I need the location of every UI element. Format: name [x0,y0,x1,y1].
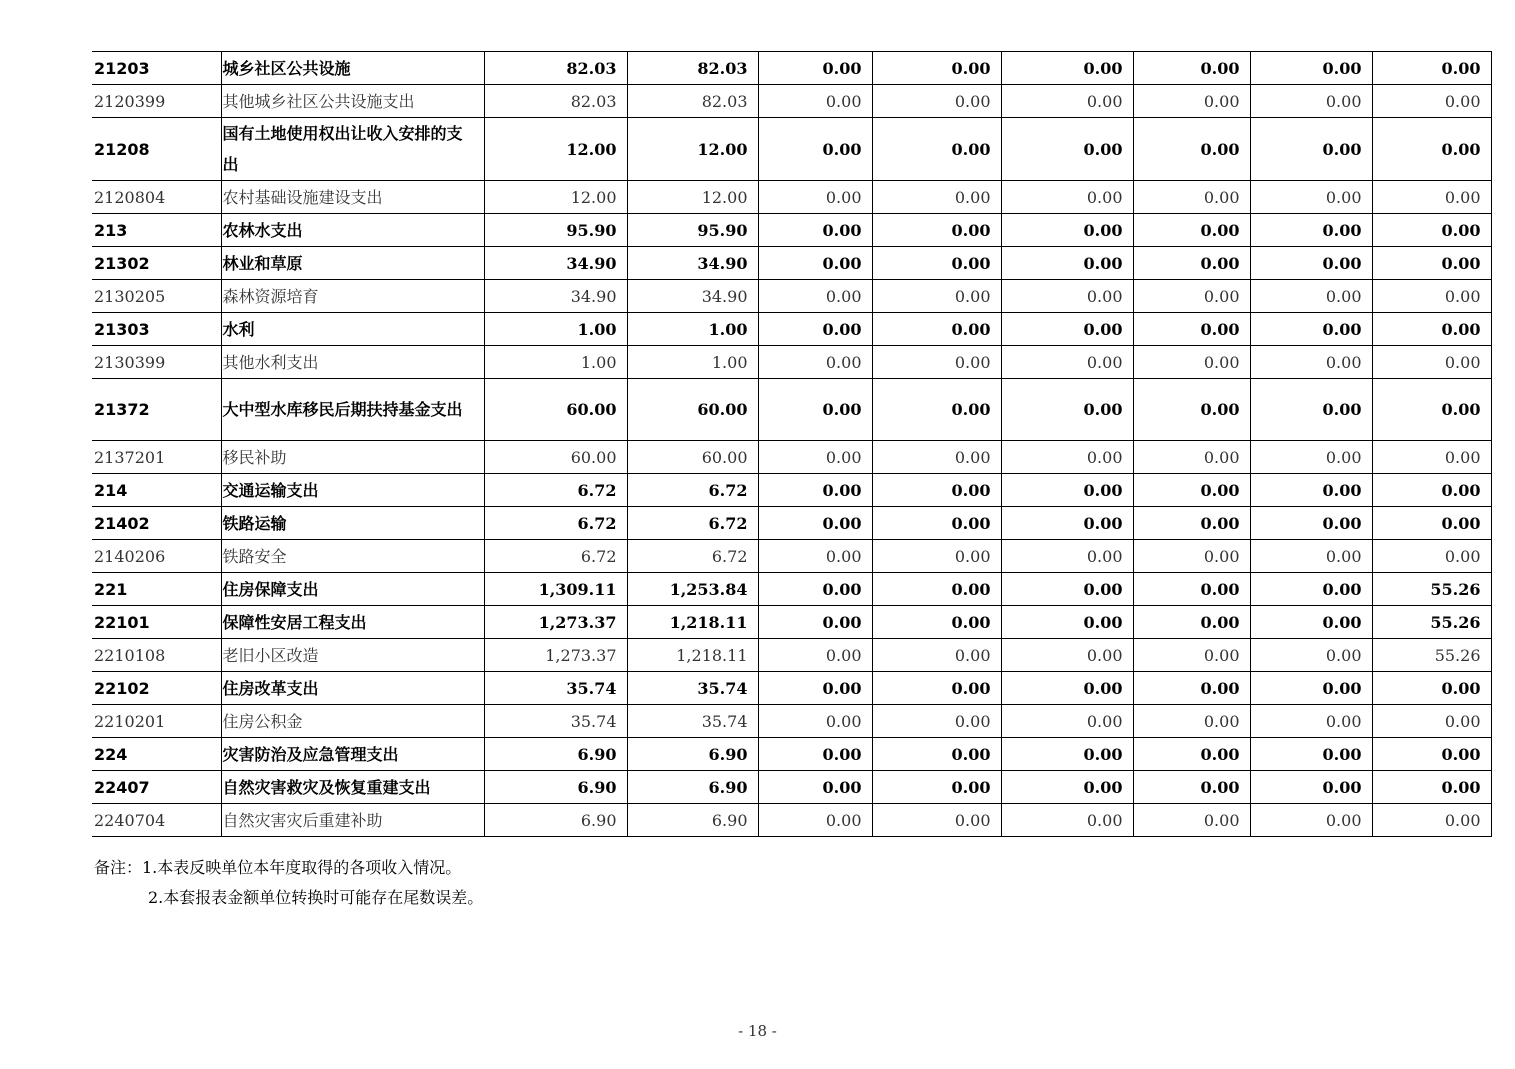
amount-cell: 60.00 [484,379,627,441]
table-row [92,540,1491,573]
amount-cell: 0.00 [1372,52,1491,85]
subject-code-cell: 21302 [92,247,221,280]
amount-cell: 0.00 [872,738,1001,771]
amount-cell: 0.00 [758,346,872,379]
amount-cell: 0.00 [1133,441,1250,474]
amount-cell: 0.00 [1250,280,1372,313]
amount-cell: 34.90 [484,247,627,280]
subject-code-cell: 21303 [92,313,221,346]
amount-cell: 60.00 [627,441,758,474]
amount-cell: 34.90 [484,280,627,313]
amount-cell: 0.00 [758,313,872,346]
subject-name-cell: 国有土地使用权出让收入安排的支出 [221,118,484,181]
amount-cell: 0.00 [758,474,872,507]
note-line-2: 2.本套报表金额单位转换时可能存在尾数误差。 [148,888,484,907]
amount-cell: 0.00 [1001,85,1133,118]
subject-name-cell: 水利 [221,313,484,346]
amount-cell: 0.00 [1250,247,1372,280]
table-row [92,771,1491,804]
subject-name-cell: 自然灾害灾后重建补助 [221,804,484,837]
amount-cell: 0.00 [1133,118,1250,181]
subject-code-cell: 21402 [92,507,221,540]
note-line-1: 备注：1.本表反映单位本年度取得的各项收入情况。 [94,858,462,877]
amount-cell: 0.00 [758,247,872,280]
amount-cell: 12.00 [484,181,627,214]
subject-code-cell: 2210108 [92,639,221,672]
amount-cell: 1,218.11 [627,606,758,639]
subject-name-cell: 住房公积金 [221,705,484,738]
subject-name-cell: 城乡社区公共设施 [221,52,484,85]
table-row [92,346,1491,379]
amount-cell: 0.00 [1250,474,1372,507]
amount-cell: 0.00 [1372,214,1491,247]
amount-cell: 1.00 [484,313,627,346]
amount-cell: 0.00 [872,573,1001,606]
amount-cell: 0.00 [1001,474,1133,507]
amount-cell: 0.00 [1133,85,1250,118]
amount-cell: 0.00 [1133,738,1250,771]
amount-cell: 6.90 [627,738,758,771]
amount-cell: 35.74 [484,705,627,738]
amount-cell: 0.00 [1001,606,1133,639]
table-row [92,639,1491,672]
amount-cell: 35.74 [484,672,627,705]
amount-cell: 6.72 [627,474,758,507]
subject-code-cell: 22407 [92,771,221,804]
amount-cell: 0.00 [1250,441,1372,474]
amount-cell: 0.00 [1133,573,1250,606]
amount-cell: 0.00 [758,118,872,181]
amount-cell: 1,273.37 [484,639,627,672]
table-row [92,507,1491,540]
amount-cell: 0.00 [872,507,1001,540]
amount-cell: 0.00 [1001,639,1133,672]
amount-cell: 6.72 [627,507,758,540]
notes [94,853,483,913]
amount-cell: 0.00 [1133,280,1250,313]
amount-cell: 12.00 [627,118,758,181]
subject-code-cell: 21208 [92,118,221,181]
amount-cell: 0.00 [1372,738,1491,771]
amount-cell: 0.00 [1133,52,1250,85]
subject-code-cell: 224 [92,738,221,771]
amount-cell: 0.00 [758,441,872,474]
amount-cell: 0.00 [758,672,872,705]
amount-cell: 0.00 [1372,181,1491,214]
amount-cell: 0.00 [1133,313,1250,346]
amount-cell: 60.00 [627,379,758,441]
amount-cell: 0.00 [1001,52,1133,85]
table-row [92,313,1491,346]
amount-cell: 0.00 [758,181,872,214]
amount-cell: 1,309.11 [484,573,627,606]
amount-cell: 0.00 [872,639,1001,672]
amount-cell: 6.72 [484,540,627,573]
subject-name-cell: 自然灾害救灾及恢复重建支出 [221,771,484,804]
amount-cell: 0.00 [1001,705,1133,738]
amount-cell: 0.00 [1250,672,1372,705]
subject-code-cell: 21203 [92,52,221,85]
amount-cell: 35.74 [627,672,758,705]
amount-cell: 0.00 [1133,247,1250,280]
subject-name-cell: 铁路安全 [221,540,484,573]
amount-cell: 0.00 [758,540,872,573]
table-row [92,573,1491,606]
amount-cell: 0.00 [758,771,872,804]
amount-cell: 0.00 [1133,705,1250,738]
amount-cell: 0.00 [1001,804,1133,837]
amount-cell: 6.90 [484,804,627,837]
subject-code-cell: 221 [92,573,221,606]
subject-name-cell: 其他城乡社区公共设施支出 [221,85,484,118]
amount-cell: 0.00 [1250,639,1372,672]
amount-cell: 60.00 [484,441,627,474]
amount-cell: 35.74 [627,705,758,738]
amount-cell: 0.00 [1133,672,1250,705]
table-row [92,280,1491,313]
amount-cell: 0.00 [1372,540,1491,573]
amount-cell: 1,218.11 [627,639,758,672]
amount-cell: 0.00 [1372,804,1491,837]
subject-name-cell: 灾害防治及应急管理支出 [221,738,484,771]
amount-cell: 0.00 [872,804,1001,837]
table-row [92,474,1491,507]
subject-name-cell: 移民补助 [221,441,484,474]
amount-cell: 0.00 [1372,280,1491,313]
amount-cell: 0.00 [1133,181,1250,214]
amount-cell: 55.26 [1372,606,1491,639]
amount-cell: 12.00 [627,181,758,214]
subject-name-cell: 其他水利支出 [221,346,484,379]
income-table [92,51,1492,837]
subject-code-cell: 2120399 [92,85,221,118]
table-row [92,672,1491,705]
table-body [92,52,1491,837]
amount-cell: 0.00 [1001,118,1133,181]
amount-cell: 0.00 [758,214,872,247]
amount-cell: 0.00 [758,52,872,85]
amount-cell: 0.00 [1250,118,1372,181]
amount-cell: 0.00 [1133,540,1250,573]
table-row [92,52,1491,85]
amount-cell: 0.00 [1372,247,1491,280]
amount-cell: 0.00 [1372,771,1491,804]
amount-cell: 0.00 [872,313,1001,346]
amount-cell: 1.00 [627,346,758,379]
amount-cell: 95.90 [484,214,627,247]
amount-cell: 0.00 [1133,639,1250,672]
amount-cell: 0.00 [1250,738,1372,771]
table-row [92,606,1491,639]
amount-cell: 0.00 [872,441,1001,474]
amount-cell: 0.00 [1133,771,1250,804]
subject-name-cell: 交通运输支出 [221,474,484,507]
amount-cell: 6.72 [484,474,627,507]
amount-cell: 0.00 [1250,379,1372,441]
amount-cell: 0.00 [1001,540,1133,573]
amount-cell: 12.00 [484,118,627,181]
amount-cell: 0.00 [872,181,1001,214]
amount-cell: 0.00 [1250,313,1372,346]
amount-cell: 0.00 [1001,214,1133,247]
amount-cell: 0.00 [872,672,1001,705]
amount-cell: 6.90 [484,738,627,771]
amount-cell: 0.00 [758,379,872,441]
amount-cell: 82.03 [484,52,627,85]
amount-cell: 0.00 [1001,738,1133,771]
amount-cell: 95.90 [627,214,758,247]
amount-cell: 0.00 [1133,507,1250,540]
amount-cell: 0.00 [1250,573,1372,606]
amount-cell: 0.00 [1001,313,1133,346]
amount-cell: 0.00 [1250,85,1372,118]
amount-cell: 0.00 [1001,771,1133,804]
subject-name-cell: 林业和草原 [221,247,484,280]
amount-cell: 0.00 [1133,346,1250,379]
amount-cell: 34.90 [627,247,758,280]
table-row [92,247,1491,280]
amount-cell: 0.00 [1372,346,1491,379]
amount-cell: 0.00 [1133,474,1250,507]
subject-name-cell: 住房改革支出 [221,672,484,705]
subject-code-cell: 2130399 [92,346,221,379]
subject-name-cell: 住房保障支出 [221,573,484,606]
amount-cell: 0.00 [1001,181,1133,214]
amount-cell: 0.00 [1133,606,1250,639]
amount-cell: 1,253.84 [627,573,758,606]
amount-cell: 0.00 [872,85,1001,118]
amount-cell: 0.00 [758,280,872,313]
amount-cell: 0.00 [872,280,1001,313]
subject-name-cell: 农林水支出 [221,214,484,247]
amount-cell: 0.00 [1001,346,1133,379]
subject-code-cell: 2210201 [92,705,221,738]
amount-cell: 55.26 [1372,639,1491,672]
amount-cell: 0.00 [1133,379,1250,441]
subject-code-cell: 2140206 [92,540,221,573]
amount-cell: 0.00 [1372,118,1491,181]
amount-cell: 0.00 [1001,280,1133,313]
amount-cell: 0.00 [758,705,872,738]
amount-cell: 0.00 [872,606,1001,639]
subject-code-cell: 2240704 [92,804,221,837]
amount-cell: 0.00 [1250,606,1372,639]
amount-cell: 6.90 [484,771,627,804]
amount-cell: 0.00 [1250,540,1372,573]
page-number: - 18 - [738,1022,777,1040]
amount-cell: 0.00 [872,346,1001,379]
amount-cell: 0.00 [758,573,872,606]
amount-cell: 0.00 [872,247,1001,280]
amount-cell: 0.00 [1372,85,1491,118]
subject-name-cell: 大中型水库移民后期扶持基金支出 [221,379,484,441]
amount-cell: 0.00 [1250,705,1372,738]
subject-code-cell: 214 [92,474,221,507]
amount-cell: 0.00 [872,705,1001,738]
subject-code-cell: 2120804 [92,181,221,214]
amount-cell: 1.00 [484,346,627,379]
amount-cell: 34.90 [627,280,758,313]
amount-cell: 0.00 [1001,441,1133,474]
amount-cell: 0.00 [872,52,1001,85]
amount-cell: 0.00 [1250,507,1372,540]
amount-cell: 0.00 [1372,313,1491,346]
subject-name-cell: 铁路运输 [221,507,484,540]
subject-name-cell: 农村基础设施建设支出 [221,181,484,214]
table-row [92,181,1491,214]
amount-cell: 0.00 [872,771,1001,804]
subject-name-cell: 森林资源培育 [221,280,484,313]
amount-cell: 0.00 [1133,214,1250,247]
subject-name-cell: 保障性安居工程支出 [221,606,484,639]
subject-code-cell: 22101 [92,606,221,639]
table-row [92,738,1491,771]
subject-name-cell: 老旧小区改造 [221,639,484,672]
subject-code-cell: 213 [92,214,221,247]
amount-cell: 0.00 [872,118,1001,181]
amount-cell: 0.00 [1250,771,1372,804]
amount-cell: 0.00 [1250,52,1372,85]
amount-cell: 6.90 [627,804,758,837]
amount-cell: 6.72 [484,507,627,540]
amount-cell: 0.00 [758,507,872,540]
amount-cell: 0.00 [872,379,1001,441]
table-row [92,85,1491,118]
subject-code-cell: 22102 [92,672,221,705]
amount-cell: 82.03 [484,85,627,118]
amount-cell: 0.00 [872,474,1001,507]
amount-cell: 0.00 [758,738,872,771]
amount-cell: 0.00 [1372,705,1491,738]
amount-cell: 0.00 [1001,507,1133,540]
amount-cell: 0.00 [758,804,872,837]
amount-cell: 0.00 [872,540,1001,573]
amount-cell: 0.00 [1372,507,1491,540]
amount-cell: 0.00 [1001,573,1133,606]
amount-cell: 0.00 [1133,804,1250,837]
amount-cell: 0.00 [758,606,872,639]
amount-cell: 82.03 [627,52,758,85]
amount-cell: 0.00 [1250,804,1372,837]
amount-cell: 0.00 [1372,672,1491,705]
amount-cell: 0.00 [1372,474,1491,507]
table-row [92,214,1491,247]
subject-code-cell: 2130205 [92,280,221,313]
amount-cell: 0.00 [872,214,1001,247]
amount-cell: 0.00 [1372,441,1491,474]
amount-cell: 1,273.37 [484,606,627,639]
amount-cell: 6.90 [627,771,758,804]
table-row [92,118,1491,181]
amount-cell: 0.00 [1250,346,1372,379]
amount-cell: 0.00 [1372,379,1491,441]
amount-cell: 0.00 [1250,181,1372,214]
subject-code-cell: 21372 [92,379,221,441]
table-row [92,804,1491,837]
amount-cell: 0.00 [758,639,872,672]
amount-cell: 1.00 [627,313,758,346]
amount-cell: 82.03 [627,85,758,118]
amount-cell: 0.00 [1250,214,1372,247]
amount-cell: 0.00 [1001,379,1133,441]
amount-cell: 55.26 [1372,573,1491,606]
table-row [92,705,1491,738]
amount-cell: 0.00 [1001,672,1133,705]
table-row [92,379,1491,441]
subject-code-cell: 2137201 [92,441,221,474]
amount-cell: 6.72 [627,540,758,573]
amount-cell: 0.00 [1001,247,1133,280]
amount-cell: 0.00 [758,85,872,118]
table-row [92,441,1491,474]
